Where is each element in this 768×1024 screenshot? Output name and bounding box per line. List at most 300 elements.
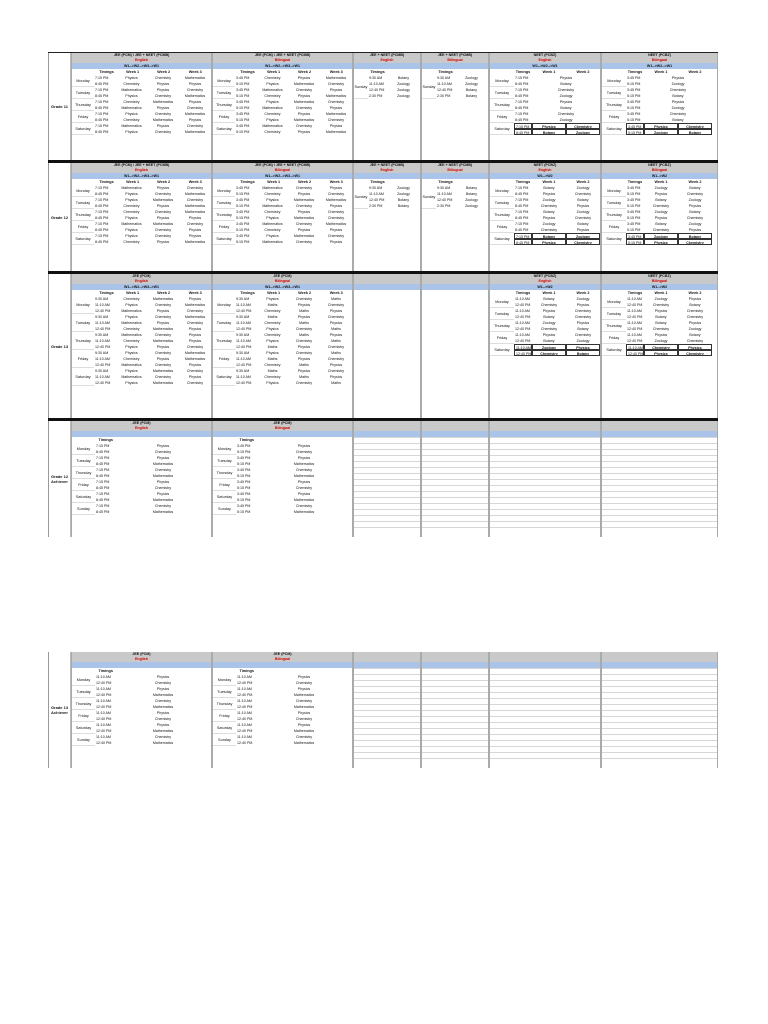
slot-subject: Physics	[576, 321, 590, 325]
day-name: Thursday	[490, 320, 514, 332]
grid-line	[354, 515, 420, 516]
day-slots	[236, 734, 352, 746]
column-header: Week 1	[267, 70, 281, 74]
slot-subject: Physics	[644, 239, 678, 245]
slot-time: 2:30 PM	[369, 204, 383, 208]
slot-subject: Chemistry	[327, 369, 345, 373]
slot-time: 7:15 PM	[95, 210, 109, 214]
slot-time: 12:40 PM	[237, 693, 253, 697]
blank-grid	[490, 668, 600, 764]
slot-subject: Chemistry	[186, 124, 204, 128]
day-slots	[236, 674, 352, 686]
slot-subject: Mathematics	[262, 106, 283, 110]
grid-line	[354, 437, 420, 438]
slot-subject: Mathematics	[262, 186, 283, 190]
slot-subject: Chemistry	[154, 486, 172, 490]
day-name: Tuesday	[213, 197, 235, 209]
slot-subject: Physics	[542, 309, 556, 313]
day-name: Friday	[213, 479, 236, 491]
grid-line	[422, 491, 488, 492]
slot-subject: Mathematics	[184, 192, 206, 196]
grid-line	[602, 503, 717, 504]
slot-subject: Zoology	[465, 204, 478, 208]
week-rotation: W1-->W2-->W3-->W1	[213, 63, 352, 69]
grid-line	[422, 437, 488, 438]
column-title: JEE + NEET (PCMB)	[354, 163, 420, 168]
grid-line	[490, 491, 600, 492]
day-name: Friday	[213, 350, 235, 368]
slot-subject: Physics	[329, 321, 343, 325]
slot-time: 12:40 PM	[95, 363, 111, 367]
grid-line	[602, 509, 717, 510]
day-name: Thursday	[213, 209, 235, 221]
time-slot	[514, 350, 600, 356]
slot-subject: Botany	[655, 222, 667, 226]
slot-subject: Maths	[299, 309, 309, 313]
slot-subject: Zoology	[688, 222, 702, 226]
slot-time: 9:30 AM	[236, 333, 250, 337]
slot-time: 7:15 PM	[95, 186, 109, 190]
slot-subject: Chemistry	[686, 339, 704, 343]
grid-line	[490, 497, 600, 498]
day-name: Friday	[72, 710, 95, 722]
day-group	[602, 221, 717, 233]
slot-time: 12:40 PM	[515, 315, 531, 319]
day-slots	[514, 123, 600, 135]
day-group	[213, 698, 352, 710]
slot-subject: Mathematics	[121, 106, 142, 110]
slot-time: 2:30 PM	[437, 204, 451, 208]
grade-12-block	[48, 163, 718, 274]
slot-subject: Chemistry	[154, 699, 172, 703]
slot-subject: Physics	[297, 303, 311, 307]
column-header: Week 2	[157, 291, 171, 295]
slot-time: 12:40 PM	[95, 345, 111, 349]
slot-subject: Botany	[672, 118, 684, 122]
slot-subject: Chemistry	[264, 210, 281, 214]
slot-time: 12:40 PM	[437, 88, 453, 92]
day-slots	[626, 111, 717, 123]
slot-subject: Zoology	[644, 233, 678, 239]
day-name: Saturday	[72, 722, 95, 734]
slot-subject: Chemistry	[327, 357, 345, 361]
day-slots	[94, 296, 211, 314]
slot-subject: Physics	[156, 186, 170, 190]
schedule-column	[353, 53, 421, 160]
grade-13-block	[48, 274, 718, 421]
day-group	[72, 479, 211, 491]
day-group	[72, 698, 211, 710]
slot-time: 12:40 PM	[237, 705, 253, 709]
column-header: Timings	[240, 291, 255, 295]
column-header: Timings	[240, 70, 255, 74]
day-slots	[235, 123, 352, 135]
slot-subject: Chemistry	[574, 309, 592, 313]
slot-time: 12:40 PM	[96, 717, 112, 721]
slot-subject: Mathematics	[121, 186, 142, 190]
slot-subject: Zoology	[559, 94, 573, 98]
day-name: Tuesday	[490, 87, 514, 99]
column-header: Week 2	[298, 70, 312, 74]
slot-subject: Zoology	[576, 339, 590, 343]
slot-subject: Chemistry	[186, 88, 204, 92]
day-group	[422, 75, 488, 99]
time-slot	[626, 350, 717, 356]
slot-subject: Chemistry	[154, 735, 172, 739]
slot-subject: Botany	[655, 315, 667, 319]
grid-line	[602, 491, 717, 492]
grid-line	[354, 698, 420, 699]
day-name: Thursday	[72, 209, 94, 221]
day-name: Thursday	[602, 209, 626, 221]
slot-subject: Botany	[543, 315, 555, 319]
day-group	[72, 455, 211, 467]
slot-subject: Botany	[689, 333, 701, 337]
slot-subject: Chemistry	[295, 450, 313, 454]
column-header: Timings	[515, 180, 531, 184]
grid-line	[422, 515, 488, 516]
slot-subject: Mathematics	[121, 88, 142, 92]
column-header: Timings	[239, 669, 254, 673]
day-group	[213, 87, 352, 99]
grid-line	[602, 746, 717, 747]
day-name: Sunday	[354, 75, 368, 99]
slot-subject: Physics	[297, 456, 311, 460]
slot-subject: Physics	[188, 375, 202, 379]
slot-subject: Botany	[543, 186, 555, 190]
day-name: Friday	[490, 221, 514, 233]
day-name: Thursday	[602, 99, 626, 111]
day-slots	[235, 332, 352, 350]
grid-line	[354, 443, 420, 444]
slot-subject: Physics	[156, 444, 170, 448]
grid-line	[490, 674, 600, 675]
schedule-column	[71, 652, 212, 768]
grid-line	[354, 680, 420, 681]
day-slots	[235, 99, 352, 111]
slot-subject: Physics	[125, 192, 138, 196]
grid-line	[602, 692, 717, 693]
slot-subject: Chemistry	[669, 112, 687, 116]
day-group	[72, 350, 211, 368]
slot-subject: Chemistry	[327, 345, 345, 349]
grid-line	[602, 497, 717, 498]
slot-subject: Physics	[654, 309, 668, 313]
slot-subject: Botany	[566, 350, 600, 356]
slot-time: 8:45 PM	[96, 510, 110, 514]
slot-time: 5:15 PM	[236, 204, 250, 208]
slot-subject: Physics	[156, 492, 170, 496]
slot-subject: Zoology	[397, 186, 410, 190]
day-name: Monday	[490, 75, 514, 87]
day-group	[213, 221, 352, 233]
day-slots	[95, 443, 211, 455]
day-slots	[626, 99, 717, 111]
slot-subject: Chemistry	[327, 118, 345, 122]
day-slots	[94, 197, 211, 209]
day-slots	[94, 123, 211, 135]
day-name: Friday	[602, 221, 626, 233]
slot-time: 3:45 PM	[626, 123, 644, 129]
grid-line	[602, 710, 717, 711]
slot-time: 3:45 PM	[237, 468, 251, 472]
day-name: Friday	[213, 710, 236, 722]
day-slots	[626, 221, 717, 233]
day-slots	[236, 491, 352, 503]
slot-time: 12:40 PM	[236, 327, 252, 331]
slot-time: 3:45 PM	[236, 100, 250, 104]
slot-subject: Physics	[542, 192, 556, 196]
day-slots	[514, 296, 600, 308]
grid-line	[490, 437, 600, 438]
slot-subject: Mathematics	[152, 339, 174, 343]
grid-line	[490, 668, 600, 669]
day-group	[213, 467, 352, 479]
slot-time: 9:30 AM	[236, 297, 250, 301]
slot-time: 3:45 PM	[236, 234, 250, 238]
slot-subject: Chemistry	[644, 344, 678, 350]
slot-time: 3:45 PM	[237, 504, 251, 508]
slot-time: 11:10 AM	[96, 699, 111, 703]
grid-line	[602, 704, 717, 705]
grid-line	[422, 686, 488, 687]
column-header: Timings	[239, 438, 254, 442]
grid-line	[354, 509, 420, 510]
slot-subject: Physics	[297, 369, 311, 373]
slot-subject: Chemistry	[327, 216, 345, 220]
day-group	[213, 197, 352, 209]
day-group	[72, 111, 211, 123]
slot-subject: Physics	[329, 309, 343, 313]
slot-subject: Physics	[156, 480, 170, 484]
slot-subject: Chemistry	[327, 82, 345, 86]
slot-subject: Physics	[678, 344, 712, 350]
grid-line	[602, 521, 717, 522]
day-name: Sunday	[72, 734, 95, 746]
day-name: Monday	[213, 674, 236, 686]
column-header: Timings	[627, 180, 643, 184]
slot-subject: Physics	[156, 711, 170, 715]
slot-time: 11:10 AM	[96, 711, 111, 715]
day-group	[213, 233, 352, 245]
day-slots	[236, 503, 352, 515]
day-name: Monday	[602, 296, 626, 308]
day-name: Tuesday	[490, 197, 514, 209]
slot-subject: Zoology	[465, 76, 478, 80]
day-group	[213, 686, 352, 698]
slot-time: 11:10 AM	[627, 333, 642, 337]
day-slots	[514, 344, 600, 356]
week-rotation: W1-->W2	[602, 173, 717, 179]
slot-time: 9:30 AM	[236, 369, 250, 373]
slot-time: 11:10 AM	[437, 192, 452, 196]
day-slots	[235, 368, 352, 386]
slot-time: 11:10 AM	[628, 346, 643, 350]
slot-subject: Zoology	[397, 94, 410, 98]
day-slots	[235, 111, 352, 123]
slot-time: 7:15 PM	[515, 112, 529, 116]
slot-time: 3:45 PM	[627, 222, 641, 226]
day-slots	[626, 332, 717, 344]
grid-line	[354, 752, 420, 753]
grid-line	[490, 521, 600, 522]
day-group	[422, 185, 488, 209]
slot-subject: Maths	[267, 357, 278, 361]
slot-subject: Zoology	[654, 297, 668, 301]
grid-line	[354, 758, 420, 759]
grid-line	[490, 443, 600, 444]
column-header: Week 2	[576, 291, 590, 295]
day-name: Sunday	[422, 75, 436, 99]
slot-subject: Mathematics	[325, 76, 347, 80]
day-name: Tuesday	[213, 314, 235, 332]
column-header: Week 1	[126, 180, 140, 184]
column-header: Week 1	[267, 291, 281, 295]
column-header: Timings	[98, 438, 113, 442]
slot-subject: Mathematics	[293, 118, 315, 122]
slot-time: 3:45 PM	[236, 112, 250, 116]
slot-subject: Botany	[465, 88, 478, 92]
schedule-column	[353, 652, 421, 768]
slot-time: 5:15 PM	[237, 510, 251, 514]
slot-time: 11:10 AM	[237, 675, 252, 679]
day-name: Tuesday	[72, 314, 94, 332]
slot-subject: Botany	[655, 321, 667, 325]
day-group	[490, 320, 600, 332]
column-title: JEE (PCM)	[72, 274, 211, 279]
day-group	[490, 209, 600, 221]
grid-line	[422, 758, 488, 759]
slot-time: 9:30 AM	[369, 76, 383, 80]
slot-subject: Botany	[689, 186, 701, 190]
slot-subject: Chemistry	[264, 228, 281, 232]
slot-subject: Physics	[329, 240, 343, 244]
day-group	[213, 350, 352, 368]
day-slots	[236, 479, 352, 491]
column-language: English	[490, 279, 600, 284]
slot-subject: Mathematics	[293, 705, 315, 709]
slot-subject: Mathematics	[293, 216, 315, 220]
slot-subject: Physics	[671, 76, 685, 80]
slot-subject: Chemistry	[154, 112, 172, 116]
day-name: Friday	[602, 111, 626, 123]
grid-line	[422, 734, 488, 735]
slot-subject: Physics	[125, 228, 138, 232]
day-group	[72, 99, 211, 111]
slot-time: 12:40 PM	[95, 381, 111, 385]
slot-time: 12:40 PM	[95, 327, 111, 331]
day-group	[602, 185, 717, 197]
grid-line	[422, 722, 488, 723]
day-group	[490, 75, 600, 87]
day-slots	[235, 233, 352, 245]
slot-subject: Mathematics	[293, 198, 315, 202]
grade-label: Grade 12	[48, 163, 71, 271]
slot-subject: Physics	[297, 675, 311, 679]
day-group	[72, 314, 211, 332]
column-header: Week 2	[688, 70, 702, 74]
column-language: Bilingual	[213, 58, 352, 63]
slot-time: 11:10 AM	[516, 346, 531, 350]
slot-subject: Physics	[266, 339, 279, 343]
slot-subject: Zoology	[576, 297, 590, 301]
slot-time: 3:45 PM	[236, 186, 250, 190]
slot-time: 3:45 PM	[627, 76, 641, 80]
slot-time: 8:45 PM	[95, 118, 109, 122]
slot-time: 8:45 PM	[515, 118, 529, 122]
slot-subject: Zoology	[654, 186, 668, 190]
slot-subject: Botany	[465, 94, 478, 98]
time-slot	[94, 239, 211, 245]
time-slot	[235, 380, 352, 386]
day-group	[490, 123, 600, 135]
slot-subject: Physics	[156, 456, 170, 460]
grid-line	[422, 455, 488, 456]
grid-line	[490, 449, 600, 450]
column-header: Timings	[515, 70, 531, 74]
day-name: Monday	[490, 296, 514, 308]
slot-subject: Chemistry	[686, 309, 704, 313]
slot-subject: Mathematics	[121, 309, 142, 313]
day-name: Monday	[602, 185, 626, 197]
blank-grid	[422, 668, 488, 764]
grid-line	[490, 722, 600, 723]
column-header: Week 3	[329, 70, 343, 74]
column-header: Timings	[370, 70, 385, 74]
slot-time: 7:15 PM	[515, 210, 529, 214]
slot-time: 8:45 PM	[515, 82, 529, 86]
slot-subject: Maths	[267, 345, 278, 349]
day-group	[602, 320, 717, 332]
slot-subject: Physics	[329, 106, 343, 110]
slot-subject: Chemistry	[574, 192, 592, 196]
slot-subject: Chemistry	[295, 222, 313, 226]
day-slots	[436, 185, 488, 209]
slot-time: 11:10 AM	[96, 723, 111, 727]
slot-subject: Chemistry	[154, 333, 172, 337]
day-slots	[626, 185, 717, 197]
slot-time: 7:15 PM	[95, 100, 109, 104]
grid-line	[602, 485, 717, 486]
time-slot	[95, 509, 211, 515]
slot-subject: Mathematics	[184, 210, 206, 214]
slot-subject: Physics	[297, 492, 311, 496]
slot-time: 7:15 PM	[95, 124, 109, 128]
slot-time: 3:45 PM	[236, 222, 250, 226]
slot-subject: Chemistry	[327, 234, 345, 238]
slot-time: 3:45 PM	[237, 480, 251, 484]
column-title: JEE (PCM) / JEE + NEET (PCMB)	[213, 53, 352, 58]
day-name: Saturday	[490, 123, 514, 135]
column-header: Timings	[438, 70, 453, 74]
slot-subject: Physics	[188, 234, 202, 238]
slot-subject: Mathematics	[262, 124, 283, 128]
slot-subject: Chemistry	[295, 381, 313, 385]
day-name: Friday	[72, 221, 94, 233]
slot-subject: Chemistry	[327, 100, 345, 104]
day-name: Monday	[72, 185, 94, 197]
slot-subject: Physics	[644, 350, 678, 356]
day-group	[490, 308, 600, 320]
day-group	[72, 209, 211, 221]
slot-time: 7:15 PM	[95, 198, 109, 202]
slot-subject: Physics	[688, 297, 702, 301]
grid-line	[490, 527, 600, 528]
slot-subject: Physics	[329, 363, 343, 367]
day-name: Friday	[72, 479, 95, 491]
grid-line	[490, 752, 600, 753]
slot-subject: Physics	[266, 100, 279, 104]
